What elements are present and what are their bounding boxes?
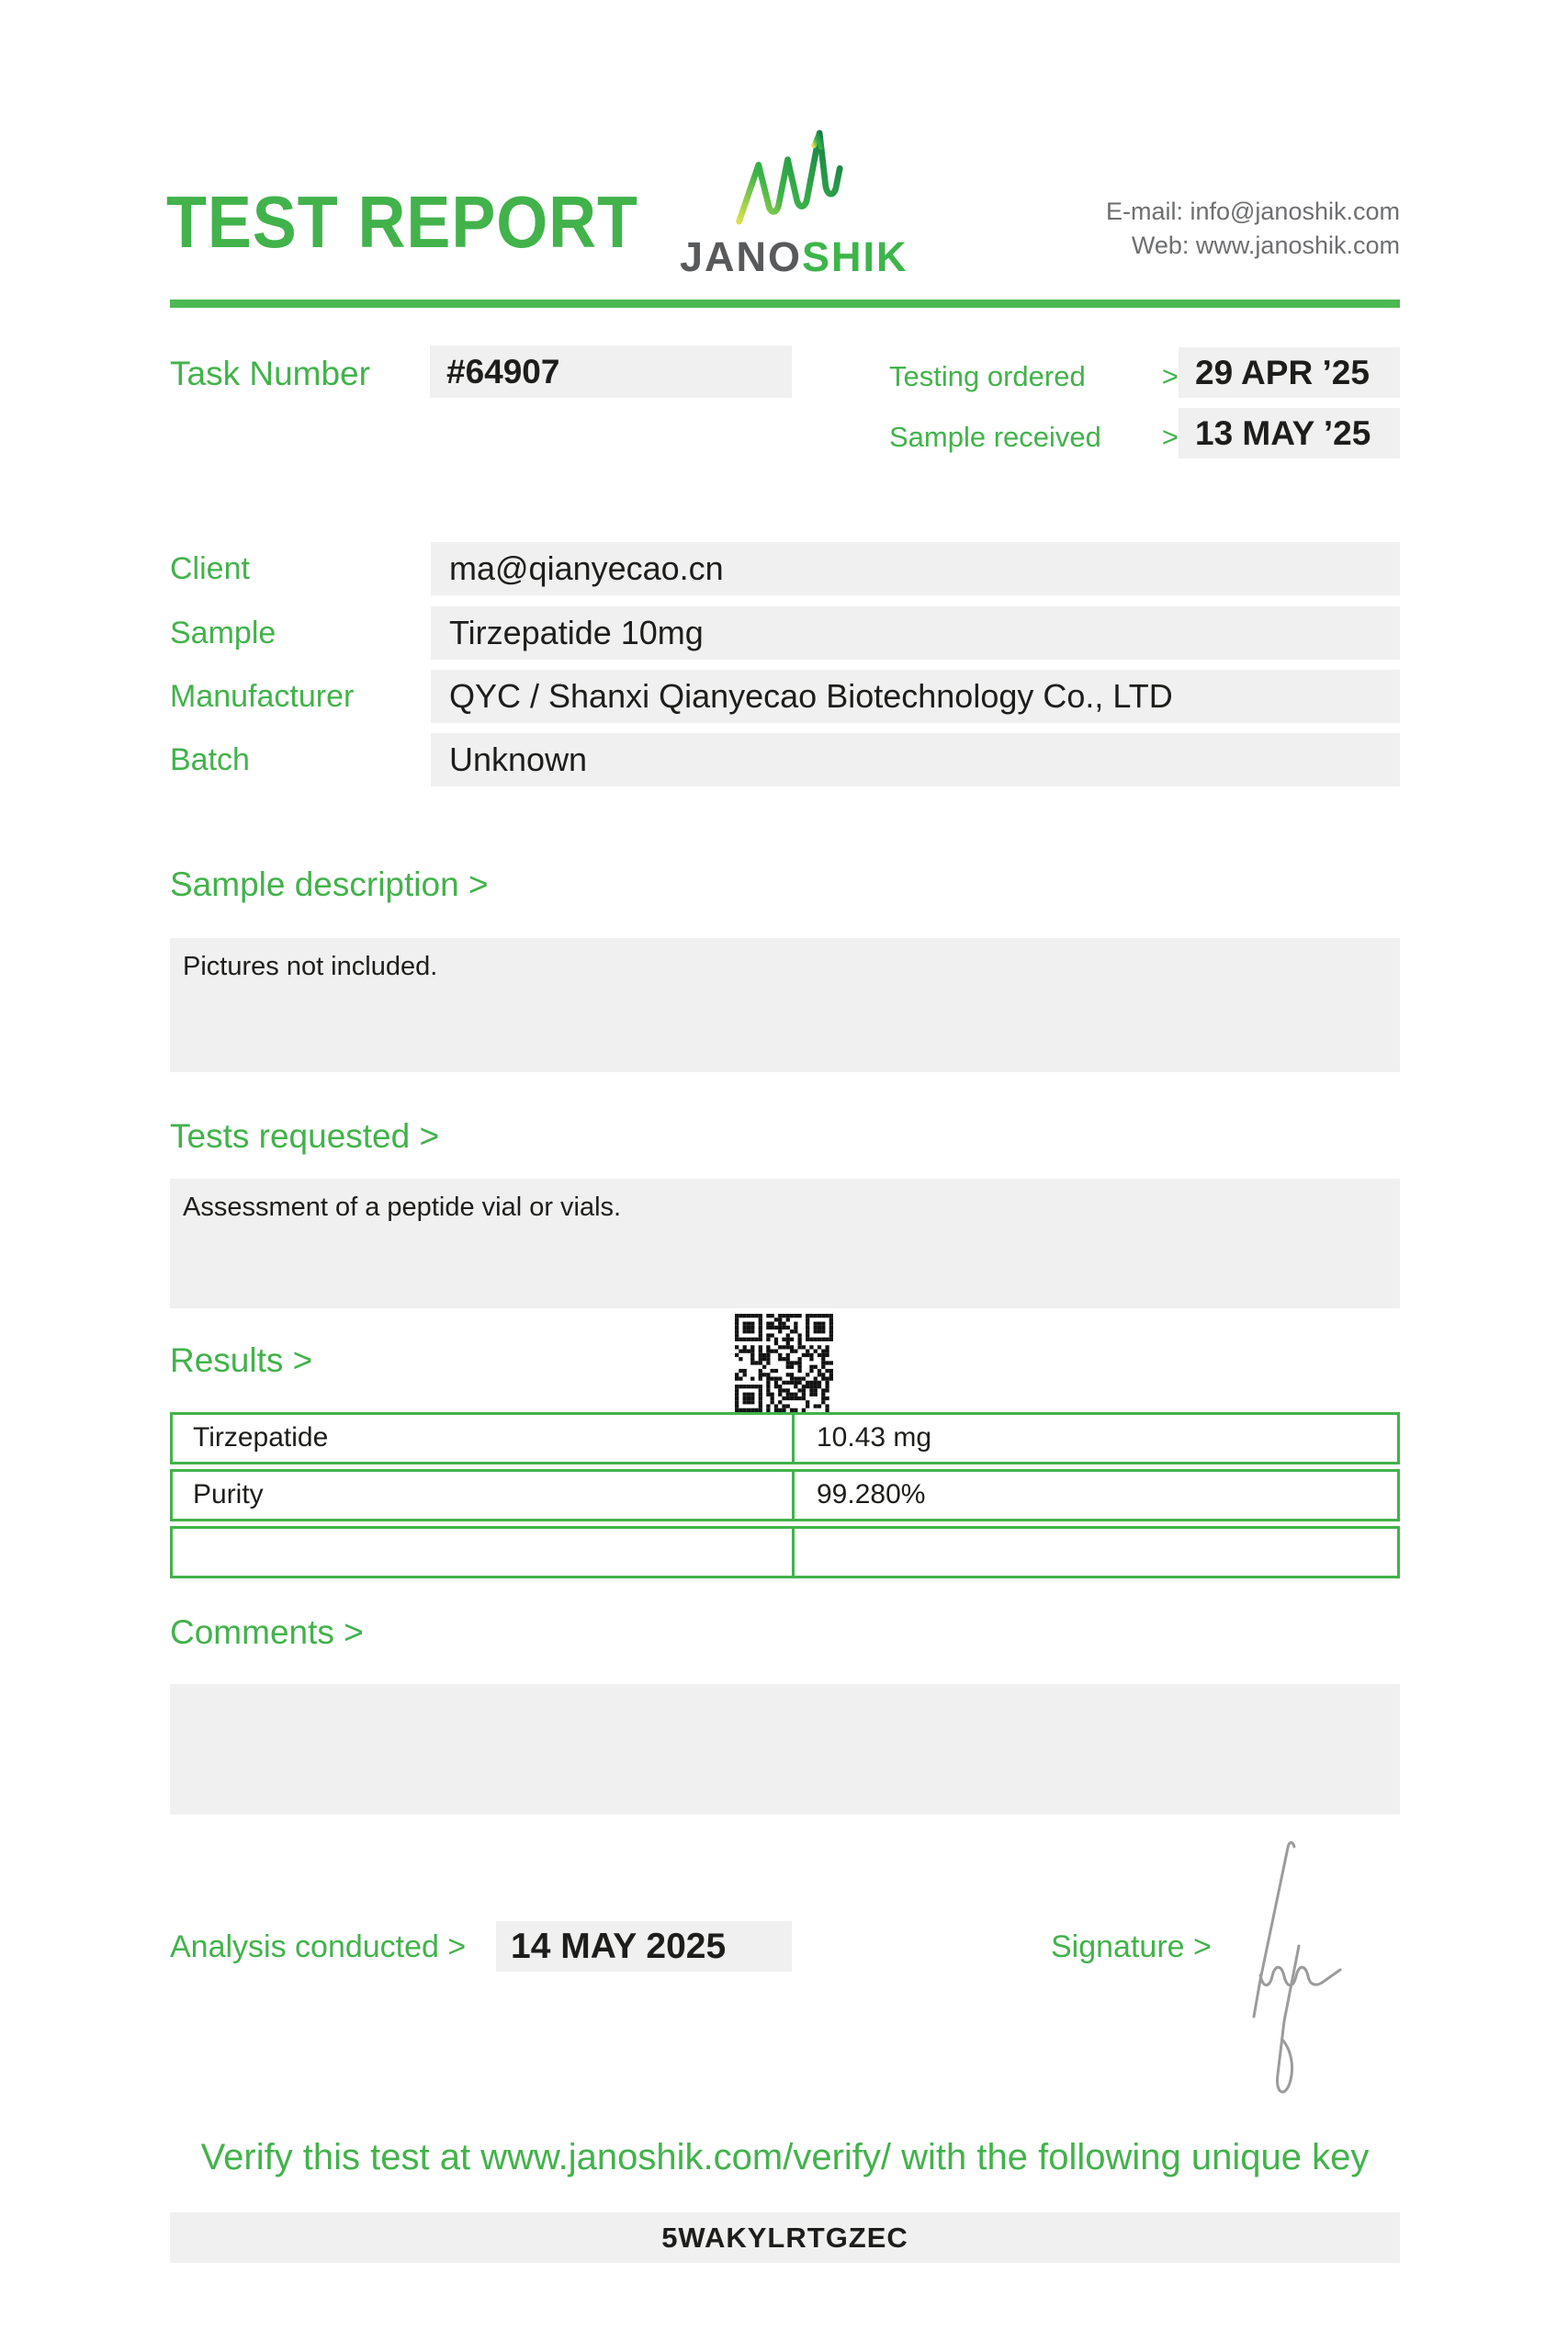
sample-description-text: Pictures not included. [183,952,438,981]
janoshik-logo [680,121,908,281]
header-divider [170,300,1400,308]
batch-value: Unknown [431,733,1400,786]
client-value: ma@qianyecao.cn [431,542,1400,595]
chart-peaks-icon [680,121,896,230]
info-row-sample [170,606,1400,660]
qr-code [735,1314,833,1412]
chevron-right-glyph: > [1161,421,1179,453]
logo-word-jano: JANO [680,233,803,280]
manufacturer-value: QYC / Shanxi Qianyecao Biotechnology Co., LTD [431,670,1400,723]
client-label: Client [170,551,250,586]
result-value: 10.43 mg [817,1422,932,1453]
tests-requested-text: Assessment of a peptide vial or vials. [183,1193,622,1222]
page-title: TEST REPORT [166,181,638,263]
table-row [170,1526,1400,1578]
manufacturer-label: Manufacturer [170,679,355,714]
logo-word-shik: SHIK [802,233,908,280]
sample-received-date: 13 MAY ’25 [1179,408,1400,458]
info-row-client [170,542,1400,595]
sample-received-label: Sample received > [889,421,1179,453]
sample-description-header: Sample description > [170,865,489,903]
sample-label: Sample [170,616,276,650]
result-value [795,1529,1397,1576]
info-row-manufacturer [170,670,1400,723]
chevron-right-glyph: > [1161,360,1179,392]
logo-wordmark [680,233,908,281]
task-number-label: Task Number [170,355,370,392]
result-value: 99.280% [817,1479,926,1510]
contact-email: E-mail: info@janoshik.com [1105,198,1400,225]
contact-block [1106,195,1400,263]
testing-ordered-date: 29 APR ’25 [1179,347,1400,398]
task-number-value: #64907 [430,345,792,398]
table-row [170,1412,1400,1464]
info-row-batch [170,733,1400,786]
tests-requested-box [170,1179,1400,1308]
signature-scribble [1242,1838,1371,2118]
analysis-conducted-label: Analysis conducted > [170,1929,467,1964]
comments-box [170,1684,1400,1815]
results-header: Results > [170,1341,313,1379]
sample-value: Tirzepatide 10mg [431,606,1400,660]
sample-description-box [170,938,1400,1072]
verify-key: 5WAKYLRTGZEC [170,2212,1400,2263]
result-name [173,1529,795,1576]
result-name: Purity [173,1472,795,1519]
tests-requested-header: Tests requested > [170,1117,440,1155]
verify-instruction: Verify this test at www.janoshik.com/verify/ with the following unique key [200,2137,1370,2177]
table-row [170,1469,1400,1521]
comments-header: Comments > [170,1613,364,1651]
testing-ordered-label: Testing ordered > [889,360,1179,392]
batch-label: Batch [170,742,250,777]
analysis-date: 14 MAY 2025 [496,1921,792,1972]
result-name: Tirzepatide [173,1415,795,1462]
contact-web: Web: www.janoshik.com [1131,232,1400,259]
signature-label: Signature > [1051,1929,1212,1964]
results-table [170,1412,1400,1583]
